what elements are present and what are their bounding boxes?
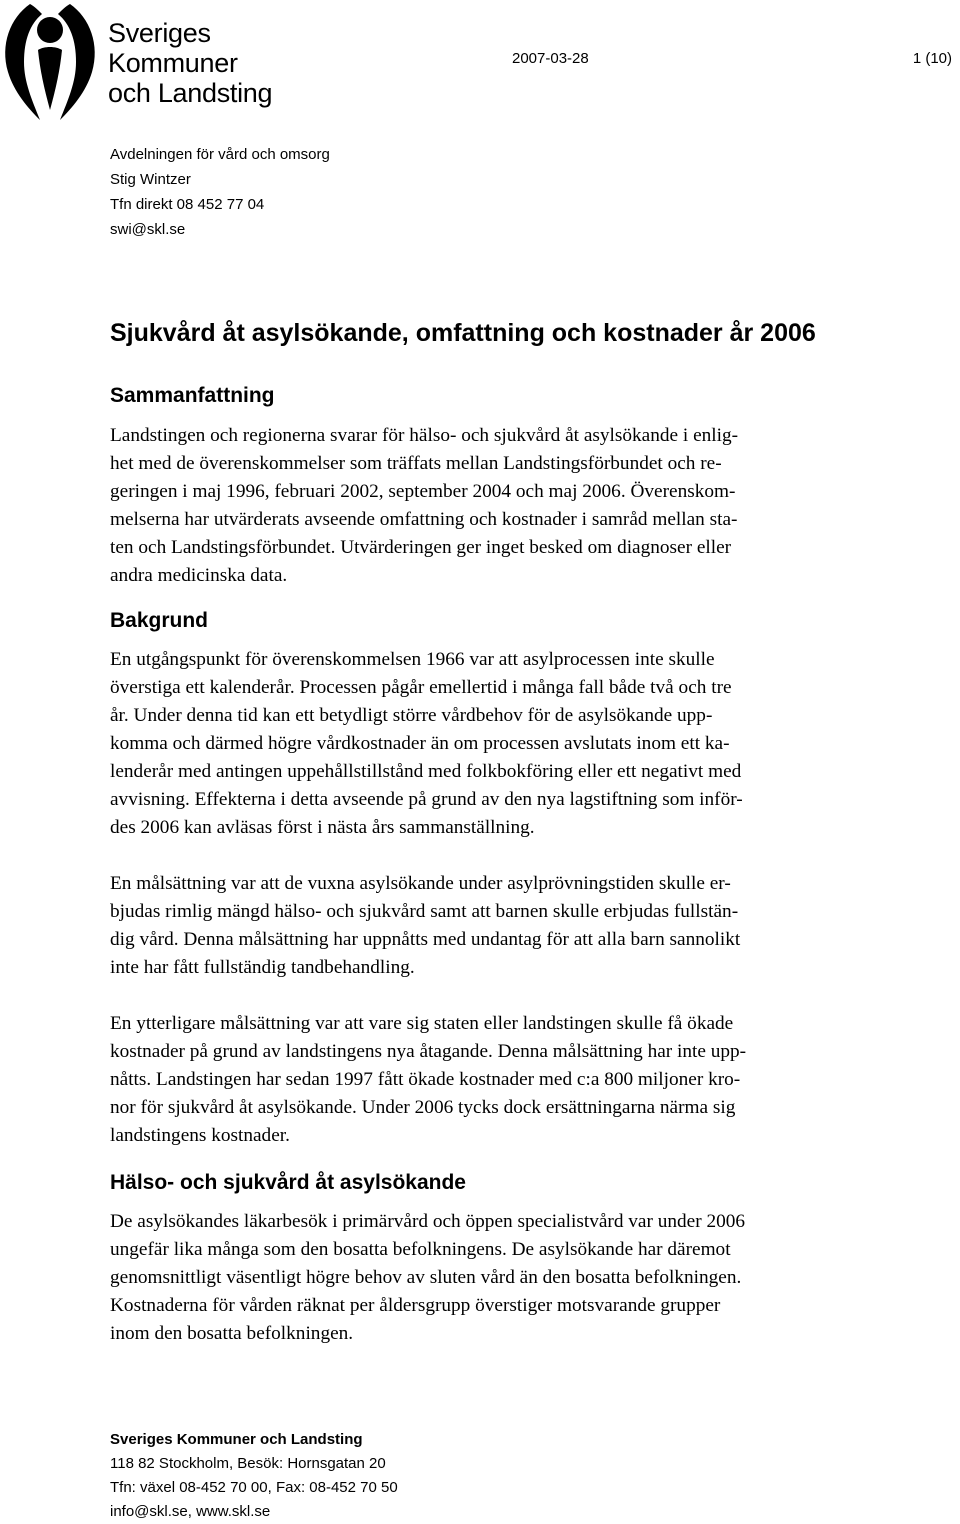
- text-line: het med de överenskommelser som träffats mellan Landstingsförbundet och re-: [110, 453, 722, 474]
- footer-address: 118 82 Stockholm, Besök: Hornsgatan 20: [110, 1455, 386, 1472]
- text-line: inte har fått fullständig tandbehandling.: [110, 957, 415, 978]
- text-line: komma och därmed högre vårdkostnader än om processen avslutats inom ett ka-: [110, 733, 730, 754]
- paragraph: [110, 646, 743, 842]
- text-line: andra medicinska data.: [110, 565, 288, 586]
- sender-phone: Tfn direkt 08 452 77 04: [110, 196, 265, 213]
- text-line: En ytterligare målsättning var att vare sig staten eller landstingen skulle få ökade: [110, 1013, 734, 1034]
- logo-line: Kommuner: [108, 48, 238, 78]
- paragraph: [110, 422, 738, 590]
- sender-block: [110, 142, 330, 242]
- text-line: En målsättning var att de vuxna asylsökande under asylprövningstiden skulle er-: [110, 873, 731, 894]
- footer-phone: Tfn: växel 08-452 70 00, Fax: 08-452 70 50: [110, 1479, 398, 1496]
- text-line: genomsnittligt väsentligt högre behov av sluten vård än den bosatta befolkningen.: [110, 1267, 742, 1288]
- text-line: bjudas rimlig mängd hälso- och sjukvård samt att barnen skulle erbjudas fullstän-: [110, 901, 739, 922]
- text-line: En utgångspunkt för överenskommelsen 1966 var att asylprocessen inte skulle: [110, 649, 715, 670]
- text-line: De asylsökandes läkarbesök i primärvård och öppen specialistvård var under 2006: [110, 1211, 746, 1232]
- footer: [110, 1428, 398, 1524]
- section-heading-care: Hälso- och sjukvård åt asylsökande: [110, 1171, 466, 1194]
- text-line: landstingens kostnader.: [110, 1125, 290, 1146]
- text-line: melserna har utvärderats avseende omfattning och kostnader i samråd mellan sta-: [110, 509, 738, 530]
- section-heading-summary: Sammanfattning: [110, 384, 275, 407]
- text-line: ten och Landstingsförbundet. Utvärderingen ger inget besked om diagnoser eller: [110, 537, 732, 558]
- text-line: år. Under denna tid kan ett betydligt större vårdbehov för de asylsökande upp-: [110, 705, 713, 726]
- footer-organization: Sveriges Kommuner och Landsting: [110, 1431, 363, 1448]
- text-line: Kostnaderna för vården räknat per åldersgrupp överstiger motsvarande grupper: [110, 1295, 721, 1316]
- document-title-block: [110, 315, 920, 351]
- text-line: lenderår med antingen uppehållstillstånd med folkbokföring eller ett negativt med: [110, 761, 742, 782]
- document-date: 2007-03-28: [512, 50, 589, 67]
- logo-wordmark: [108, 18, 272, 108]
- text-line: dig vård. Denna målsättning har uppnåtts med undantag för att alla barn sannolikt: [110, 929, 741, 950]
- text-line: Landstingen och regionerna svarar för hälso- och sjukvård åt asylsökande i enlig-: [110, 425, 739, 446]
- text-line: överstiga ett kalenderår. Processen pågår emellertid i många fall både två och tre: [110, 677, 732, 698]
- footer-web: info@skl.se, www.skl.se: [110, 1503, 271, 1520]
- text-line: ungefär lika många som den bosatta befolkningens. De asylsökande har däremot: [110, 1239, 731, 1260]
- text-line: geringen i maj 1996, februari 2002, september 2004 och maj 2006. Överenskom-: [110, 481, 736, 502]
- paragraph: [110, 1208, 745, 1348]
- text-line: nor för sjukvård åt asylsökande. Under 2006 tycks dock ersättningarna närma sig: [110, 1097, 736, 1118]
- logo-line: och Landsting: [108, 78, 273, 108]
- page-number: 1 (10): [912, 50, 952, 67]
- skl-logo-icon: [0, 0, 100, 122]
- sender-email: swi@skl.se: [110, 221, 186, 238]
- text-line: nåtts. Landstingen har sedan 1997 fått ökade kostnader med c:a 800 miljoner kro-: [110, 1069, 741, 1090]
- paragraph: [110, 870, 740, 982]
- logo-line: Sveriges: [108, 18, 211, 48]
- text-line: inom den bosatta befolkningen.: [110, 1323, 354, 1344]
- text-line: avvisning. Effekterna i detta avseende på grund av den nya lagstiftning som inför-: [110, 789, 743, 810]
- sender-name: Stig Wintzer: [110, 171, 191, 188]
- paragraph: [110, 1010, 746, 1150]
- document-title: Sjukvård åt asylsökande, omfattning och kostnader år 2006: [110, 319, 816, 347]
- text-line: kostnader på grund av landstingens nya åtagande. Denna målsättning har inte upp-: [110, 1041, 747, 1062]
- section-heading-background: Bakgrund: [110, 609, 209, 632]
- sender-department: Avdelningen för vård och omsorg: [110, 146, 330, 163]
- text-line: des 2006 kan avläsas först i nästa års sammanställning.: [110, 817, 535, 838]
